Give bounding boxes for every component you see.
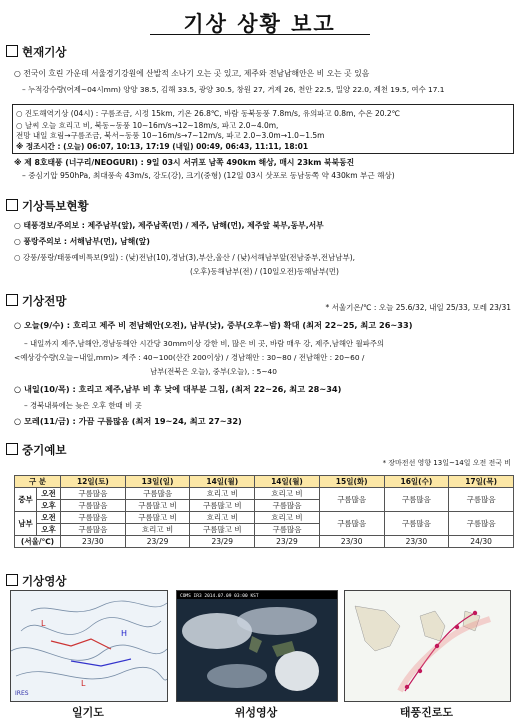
temp-cell: 23/30 (61, 536, 126, 548)
forecast-today: ○ 오늘(9/수) : 흐리고 제주 비 전남해안(오전), 남부(낮), 중부(오후~밤) 확대 (최저 22~25, 최고 26~33) (14, 320, 413, 330)
header-cell: 13일(일) (125, 476, 190, 488)
table-cell: 구름많고 비 (190, 500, 255, 512)
time-cell: 오후 (37, 500, 61, 512)
midterm-header-row (15, 476, 514, 488)
midterm-note: * 장마전선 영향 13일~14일 오전 전국 비 (382, 459, 511, 467)
seoul-temp-note: * 서울기온/℃ : 오늘 25.6/32, 내일 25/33, 모레 23/31 (325, 303, 511, 312)
section-current-heading: 현재기상 (6, 44, 66, 60)
table-cell: 흐리고 비 (125, 524, 190, 536)
table-cell: 구름많고 비 (190, 524, 255, 536)
midterm-table (14, 475, 514, 548)
section-images-heading: 기상영상 (6, 573, 66, 589)
section-box-icon (6, 45, 18, 57)
title-underline (150, 34, 370, 35)
table-cell: 구름많음 (255, 524, 320, 536)
header-cell: 17일(목) (449, 476, 514, 488)
temp-cell: 23/29 (125, 536, 190, 548)
temp-cell: 23/30 (319, 536, 384, 548)
table-cell: 구름많음 (319, 488, 384, 512)
time-cell: 오후 (37, 524, 61, 536)
svg-text:IRES: IRES (15, 690, 29, 697)
special-preliminary: ○ 강풍/풍랑/태풍예비특보(9일) : (낮)전남(10),경남(3),부산,울산 / (낮)서해남부앞(전남중부,전남남부), (14, 253, 356, 262)
typhoon-track-image (344, 590, 511, 702)
obs-tomorrow: 전망 내일 흐림→구름조금, 북서~동풍 10~16m/s→7~12m/s, 파고 2.0~3.0m→1.0~1.5m (16, 131, 325, 140)
time-cell: 오전 (37, 512, 61, 524)
table-cell: 흐리고 비 (190, 512, 255, 524)
section-box-icon (6, 574, 18, 586)
current-rainfall: – 누적강수량(어제~04시mm) 양양 38.5, 김해 33.5, 광양 30.5, 창원 27, 거제 26, 천안 22.5, 밀양 22.0, 제천 19.5, 여수 17.1 (22, 85, 445, 94)
obs-today: ○ 날씨 오늘 흐리고 비, 북동~동풍 10~16m/s→12~18m/s, 파고 2.0~4.0m, (16, 121, 279, 130)
temp-cell: 23/29 (255, 536, 320, 548)
special-preliminary-cont: (오후)동해남부(전) / (10일오전)동해남부(먼) (190, 267, 339, 276)
header-cell: 14일(월) (190, 476, 255, 488)
caption-typhoon-track: 태풍진로도 (399, 706, 454, 719)
header-cell: 16일(수) (384, 476, 449, 488)
caption-satellite: 위성영상 (234, 706, 278, 719)
header-cell: 14일(월) (255, 476, 320, 488)
table-cell: 흐리고 비 (255, 488, 320, 500)
page-title: 기상 상황 보고 (183, 12, 336, 36)
header-cell: 구 분 (15, 476, 61, 488)
forecast-today-sub1: – 내일까지 제주,남해안,경남동해안 시간당 30mm이상 강한 비, 많은 비 곳, 바람 매우 강, 제주,남해안 월파주의 (24, 339, 385, 348)
section-box-icon (6, 294, 18, 306)
table-row (15, 536, 514, 548)
table-cell: 구름많음 (449, 488, 514, 512)
table-cell: 구름많음 (255, 500, 320, 512)
section-box-icon (6, 199, 18, 211)
svg-text:L: L (41, 619, 46, 628)
temp-cell: 23/29 (190, 536, 255, 548)
time-cell: 오전 (37, 488, 61, 500)
section-box-icon (6, 443, 18, 455)
header-cell: 12일(토) (61, 476, 126, 488)
table-row (15, 512, 514, 524)
temp-cell: 24/30 (449, 536, 514, 548)
forecast-rain-amount: <예상강수량(오늘~내일,mm)> 제주 : 40~100(산간 200이상) / 경남해안 : 30~80 / 전남해안 : 20~60 / (14, 353, 365, 362)
forecast-tomorrow-sub: – 경북내륙에는 늦은 오후 한때 비 곳 (24, 401, 142, 410)
obs-sea: ○ 진도해역기상 (04시) : 구름조금, 시정 15km, 기온 26.8℃, 바람 동북동풍 7.8m/s, 유의파고 0.8m, 수온 20.2℃ (16, 109, 401, 118)
section-forecast-heading: 기상전망 (6, 293, 66, 309)
typhoon-line: ※ 제 8호태풍 (너구리/NEOGURI) : 9일 03시 서귀포 남쪽 490km 해상, 매시 23km 북북동진 (14, 158, 355, 167)
special-typhoon: ○ 태풍경보/주의보 : 제주남부(앞), 제주남쪽(먼) / 제주, 남해(먼), 제주앞 북부,동부,서부 (14, 221, 324, 230)
current-line1: ○ 전국이 흐린 가운데 서울경기강원에 산발적 소나기 오는 곳 있고, 제주와 전남남해안은 비 오는 곳 있음 (14, 69, 370, 78)
table-cell: 구름많음 (125, 488, 190, 500)
satellite-header: COMS IR3 2014.07.09 03:00 KST (180, 594, 259, 599)
forecast-tomorrow: ○ 내일(10/목) : 흐리고 제주,남부 비 후 낮에 대부분 그침, (최저 22~26, 최고 28~34) (14, 384, 342, 394)
table-cell: 구름많음 (61, 488, 126, 500)
table-cell: 구름많고 비 (125, 512, 190, 524)
forecast-dayafter: ○ 모레(11/금) : 가끔 구름많음 (최저 19~24, 최고 27~32) (14, 416, 242, 426)
weather-chart-image (10, 590, 168, 702)
table-cell: 구름많고 비 (125, 500, 190, 512)
table-row (15, 488, 514, 500)
header-cell: 15일(화) (319, 476, 384, 488)
table-cell: 구름많음 (61, 500, 126, 512)
section-midterm-heading: 중기예보 (6, 442, 66, 458)
table-cell: 구름많음 (61, 512, 126, 524)
svg-text:L: L (81, 679, 86, 688)
temp-cell: 23/30 (384, 536, 449, 548)
region-cell: 중부 (15, 488, 37, 512)
caption-weather-chart: 일기도 (72, 706, 104, 719)
table-cell: 구름많음 (384, 512, 449, 536)
typhoon-detail: – 중심기압 950hPa, 최대풍속 43m/s, 강도(강), 크기(중형) (12일 03시 삿포로 동남동쪽 약 430km 부근 해상) (22, 171, 395, 180)
temp-label-cell: (서울/℃) (15, 536, 61, 548)
table-cell: 흐리고 비 (190, 488, 255, 500)
obs-tide: ※ 정조시간 : (오늘) 06:07, 10:13, 17:19 (내일) 00:49, 06:43, 11:11, 18:01 (16, 142, 309, 151)
forecast-rain-amount-cont: 남부(전북은 오늘), 중부(오늘), : 5~40 (150, 367, 277, 376)
svg-text:H: H (121, 629, 128, 638)
region-cell: 남부 (15, 512, 37, 536)
table-cell: 구름많음 (319, 512, 384, 536)
table-cell: 구름많음 (61, 524, 126, 536)
section-special-heading: 기상특보현황 (6, 198, 89, 214)
special-wave: ○ 풍랑주의보 : 서해남부(먼), 남해(앞) (14, 237, 150, 246)
table-cell: 구름많음 (449, 512, 514, 536)
satellite-image (176, 590, 338, 702)
observation-box (12, 104, 514, 154)
table-cell: 구름많음 (384, 488, 449, 512)
table-cell: 흐리고 비 (255, 512, 320, 524)
